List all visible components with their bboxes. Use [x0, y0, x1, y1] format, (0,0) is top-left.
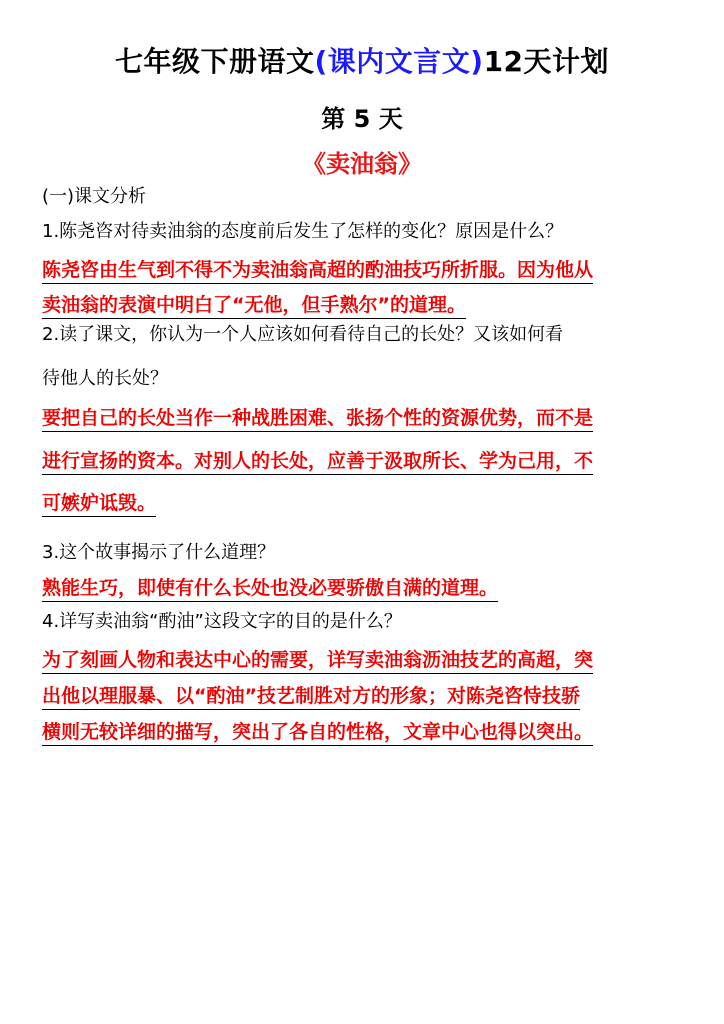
question-4: 4.详写卖油翁“酌油”这段文字的目的是什么？	[42, 611, 402, 632]
answer-4-line-2: 出他以理服暴、以“酌油”技艺制胜对方的形象；对陈尧咨恃技骄	[42, 681, 580, 708]
answer-2-line-2: 进行宣扬的资本。对别人的长处，应善于汲取所长、学为己用，不	[42, 446, 593, 473]
answer-2-line-1: 要把自己的长处当作一种战胜困难、张扬个性的资源优势，而不是	[42, 403, 593, 430]
day-heading: 第 5 天	[321, 105, 403, 133]
answer-1-line-1: 陈尧咨由生气到不得不为卖油翁高超的酌油技巧所折服。因为他从	[42, 255, 593, 282]
answer-1-line-2: 卖油翁的表演中明白了“无他，但手熟尔”的道理。	[42, 290, 466, 317]
answer-3-line-1: 熟能生巧，即使有什么长处也没必要骄傲自满的道理。	[42, 573, 498, 600]
question-2-line-1: 2.读了课文，你认为一个人应该如何看待自己的长处？又该如何看	[42, 324, 564, 345]
question-2-line-2: 待他人的长处？	[42, 368, 168, 389]
answer-4-line-1: 为了刻画人物和表达中心的需要，详写卖油翁沥油技艺的高超，突	[42, 645, 593, 672]
question-1: 1.陈尧咨对待卖油翁的态度前后发生了怎样的变化？原因是什么？	[42, 221, 564, 242]
title-main: 七年级下册语文	[114, 45, 315, 78]
answer-2-line-3: 可嫉妒诋毁。	[42, 488, 156, 515]
title-highlight: (课内文言文)	[314, 45, 484, 78]
lesson-title: 《卖油翁》	[302, 150, 422, 178]
page-title	[0, 40, 724, 80]
answer-4-line-3: 横则无较详细的描写，突出了各自的性格，文章中心也得以突出。	[42, 717, 593, 744]
question-3: 3.这个故事揭示了什么道理？	[42, 542, 276, 563]
title-suffix: 12天计划	[483, 45, 610, 78]
section-heading: (一)课文分析	[42, 186, 147, 207]
